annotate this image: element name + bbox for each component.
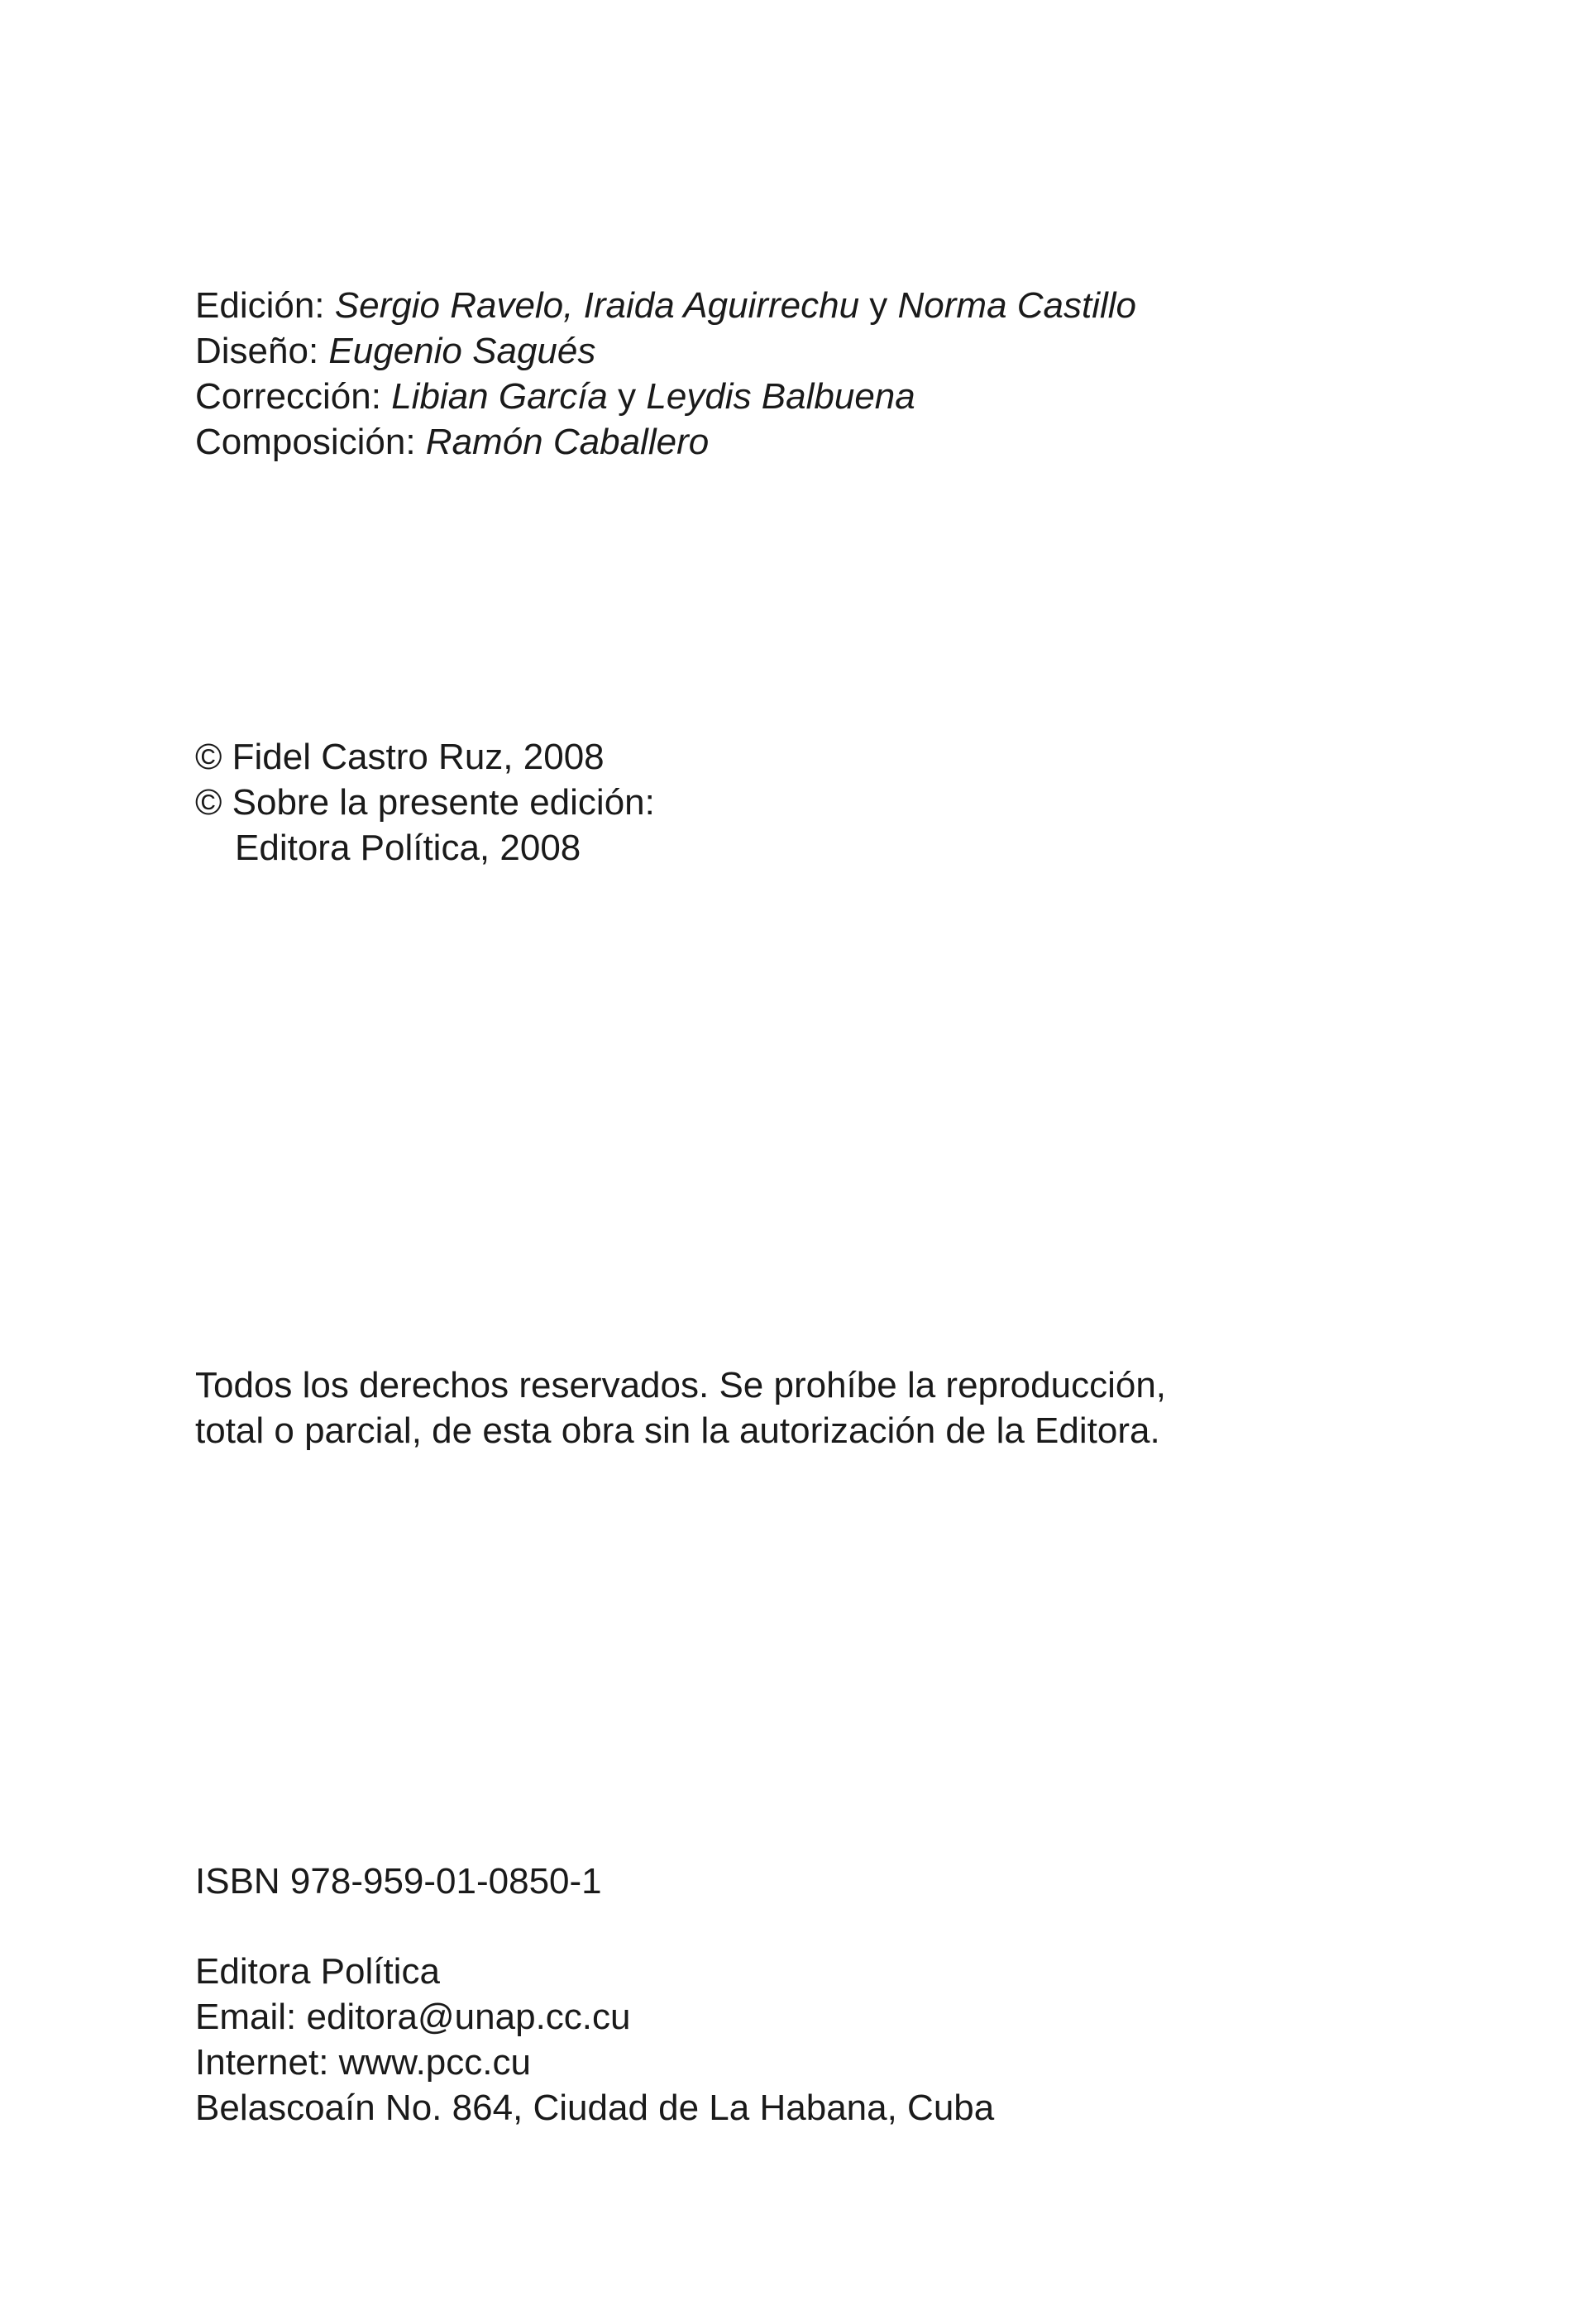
credit-names: Eugenio Sagués xyxy=(328,331,596,371)
credit-names: Libian García xyxy=(391,376,608,417)
credit-label: Diseño: xyxy=(195,331,319,371)
credit-conjunction: y xyxy=(618,376,637,417)
email-value: editora@unap.cc.cu xyxy=(306,1997,631,2037)
isbn-number: ISBN 978-959-01-0850-1 xyxy=(195,1861,602,1902)
credit-correccion xyxy=(195,374,1136,419)
publisher-address: Belascoaín No. 864, Ciudad de La Habana, Cuba xyxy=(195,2088,995,2128)
publisher-email xyxy=(195,1994,994,2040)
copyright-publisher: Editora Política, 2008 xyxy=(235,828,581,868)
publisher-name: Editora Política xyxy=(195,1951,440,1992)
publisher-internet xyxy=(195,2040,994,2085)
email-label: Email: xyxy=(195,1997,297,2037)
isbn xyxy=(195,1859,602,1904)
rights-line: Todos los derechos reservados. Se prohíbe la reproducción, xyxy=(195,1365,1167,1405)
copyright-edition: © Sobre la presente edición: xyxy=(195,782,655,823)
internet-value: www.pcc.cu xyxy=(338,2042,531,2083)
credit-edicion xyxy=(195,283,1136,328)
credit-label: Edición: xyxy=(195,285,325,326)
credit-conjunction: y xyxy=(869,285,888,326)
credit-names: Norma Castillo xyxy=(897,285,1137,326)
internet-label: Internet: xyxy=(195,2042,329,2083)
rights-notice xyxy=(195,1362,1166,1453)
credits-block xyxy=(195,283,1136,465)
credit-names: Sergio Ravelo, Iraida Aguirrechu xyxy=(334,285,860,326)
copyright-block xyxy=(195,734,655,871)
copyright-author: © Fidel Castro Ruz, 2008 xyxy=(195,737,605,777)
credit-diseno xyxy=(195,328,1136,374)
rights-line: total o parcial, de esta obra sin la autorización de la Editora. xyxy=(195,1410,1160,1451)
credit-names: Leydis Balbuena xyxy=(646,376,915,417)
credit-label: Corrección: xyxy=(195,376,381,417)
credit-names: Ramón Caballero xyxy=(425,422,710,462)
credit-composicion xyxy=(195,419,1136,465)
credit-label: Composición: xyxy=(195,422,416,462)
publisher-block xyxy=(195,1949,994,2131)
